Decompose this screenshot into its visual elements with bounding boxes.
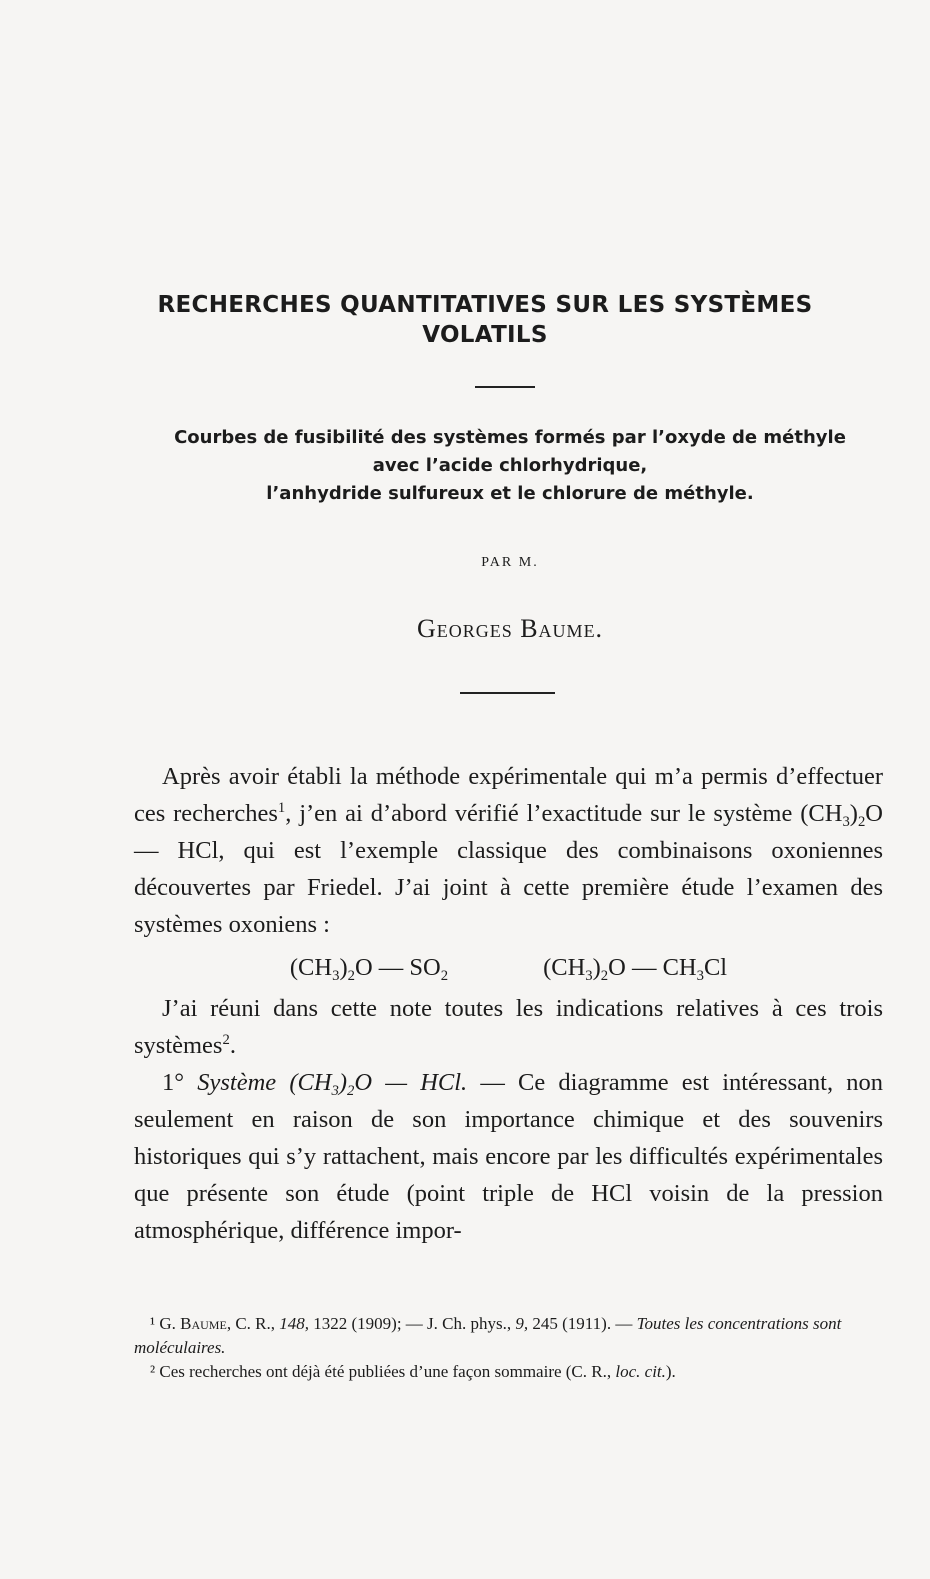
article-subtitle xyxy=(120,424,900,508)
subtitle-line-2: avec l’acide chlorhydrique, xyxy=(372,455,648,476)
article-title xyxy=(130,290,840,350)
byline-prefix: PAR M. xyxy=(481,555,539,570)
footnote-1: ¹ G. Baume, C. R., 148, 1322 (1909); — J. Ch. phys., 9, 245 (1911). — Toutes les concentrations sont moléculaires. xyxy=(134,1314,842,1357)
title-divider xyxy=(475,386,535,388)
author-name: Georges Baume. xyxy=(416,614,604,643)
paragraph-intro xyxy=(134,758,883,943)
title-line-2: VOLATILS xyxy=(422,322,548,348)
text-run: ) xyxy=(849,800,858,827)
text-run: O — HCl, qui est l’exemple classique des combinaisons oxoniennes découvertes par Friedel. J’ai joint à cette première étude l’examen des systèmes oxoniens : xyxy=(134,800,883,938)
footnotes xyxy=(134,1312,883,1384)
paragraph-section-1 xyxy=(134,1064,883,1249)
text-run: . xyxy=(229,1032,236,1059)
text-run: J’ai réuni dans cette note toutes les indications relatives à ces trois systèmes xyxy=(134,995,883,1059)
formula-ch3cl-system: $(CH_3)_2O$ — $CH_3Cl$ xyxy=(543,954,728,985)
body-text xyxy=(134,758,883,1249)
section-heading: Système $(CH_3)_2O$ — HCl. xyxy=(197,1069,468,1100)
text-run: Après avoir établi la méthode expérimentale qui m’a permis d’effectuer ces recherches xyxy=(134,763,883,827)
text-run: — Ce diagramme est intéressant, non seulement en raison de son importance chimique et des souvenirs historiques qui s’y rattachent, mais encore par les difficultés expérimentales que présente son étude (point triple de HCl voisin de la pression atmosphérique, différence impor- xyxy=(134,1069,884,1244)
footnote-ref-2: 2 xyxy=(222,1032,230,1049)
title-line-1: RECHERCHES QUANTITATIVES SUR LES SYSTÈMES xyxy=(157,292,813,318)
formula-row xyxy=(134,949,883,986)
paragraph-summary xyxy=(134,990,883,1064)
formula-so2-system: $(CH_3)_2O$ — $SO_2$ xyxy=(289,954,449,985)
footnote-ref-1: 1 xyxy=(277,800,286,817)
subscript: 2 xyxy=(857,814,866,831)
subtitle-line-1: Courbes de fusibilité des systèmes formés par l’oxyde de méthyle xyxy=(174,427,846,448)
subtitle-line-3: l’anhydride sulfureux et le chlorure de méthyle. xyxy=(266,483,754,504)
author-divider xyxy=(460,692,555,694)
text-run: , j’en ai d’abord vérifié l’exactitude sur le système (CH xyxy=(285,800,843,827)
subscript: 3 xyxy=(842,814,850,831)
footnote-2: ² Ces recherches ont déjà été publiées d’une façon sommaire (C. R., loc. cit.). xyxy=(150,1362,676,1381)
section-number: 1° xyxy=(162,1069,185,1096)
